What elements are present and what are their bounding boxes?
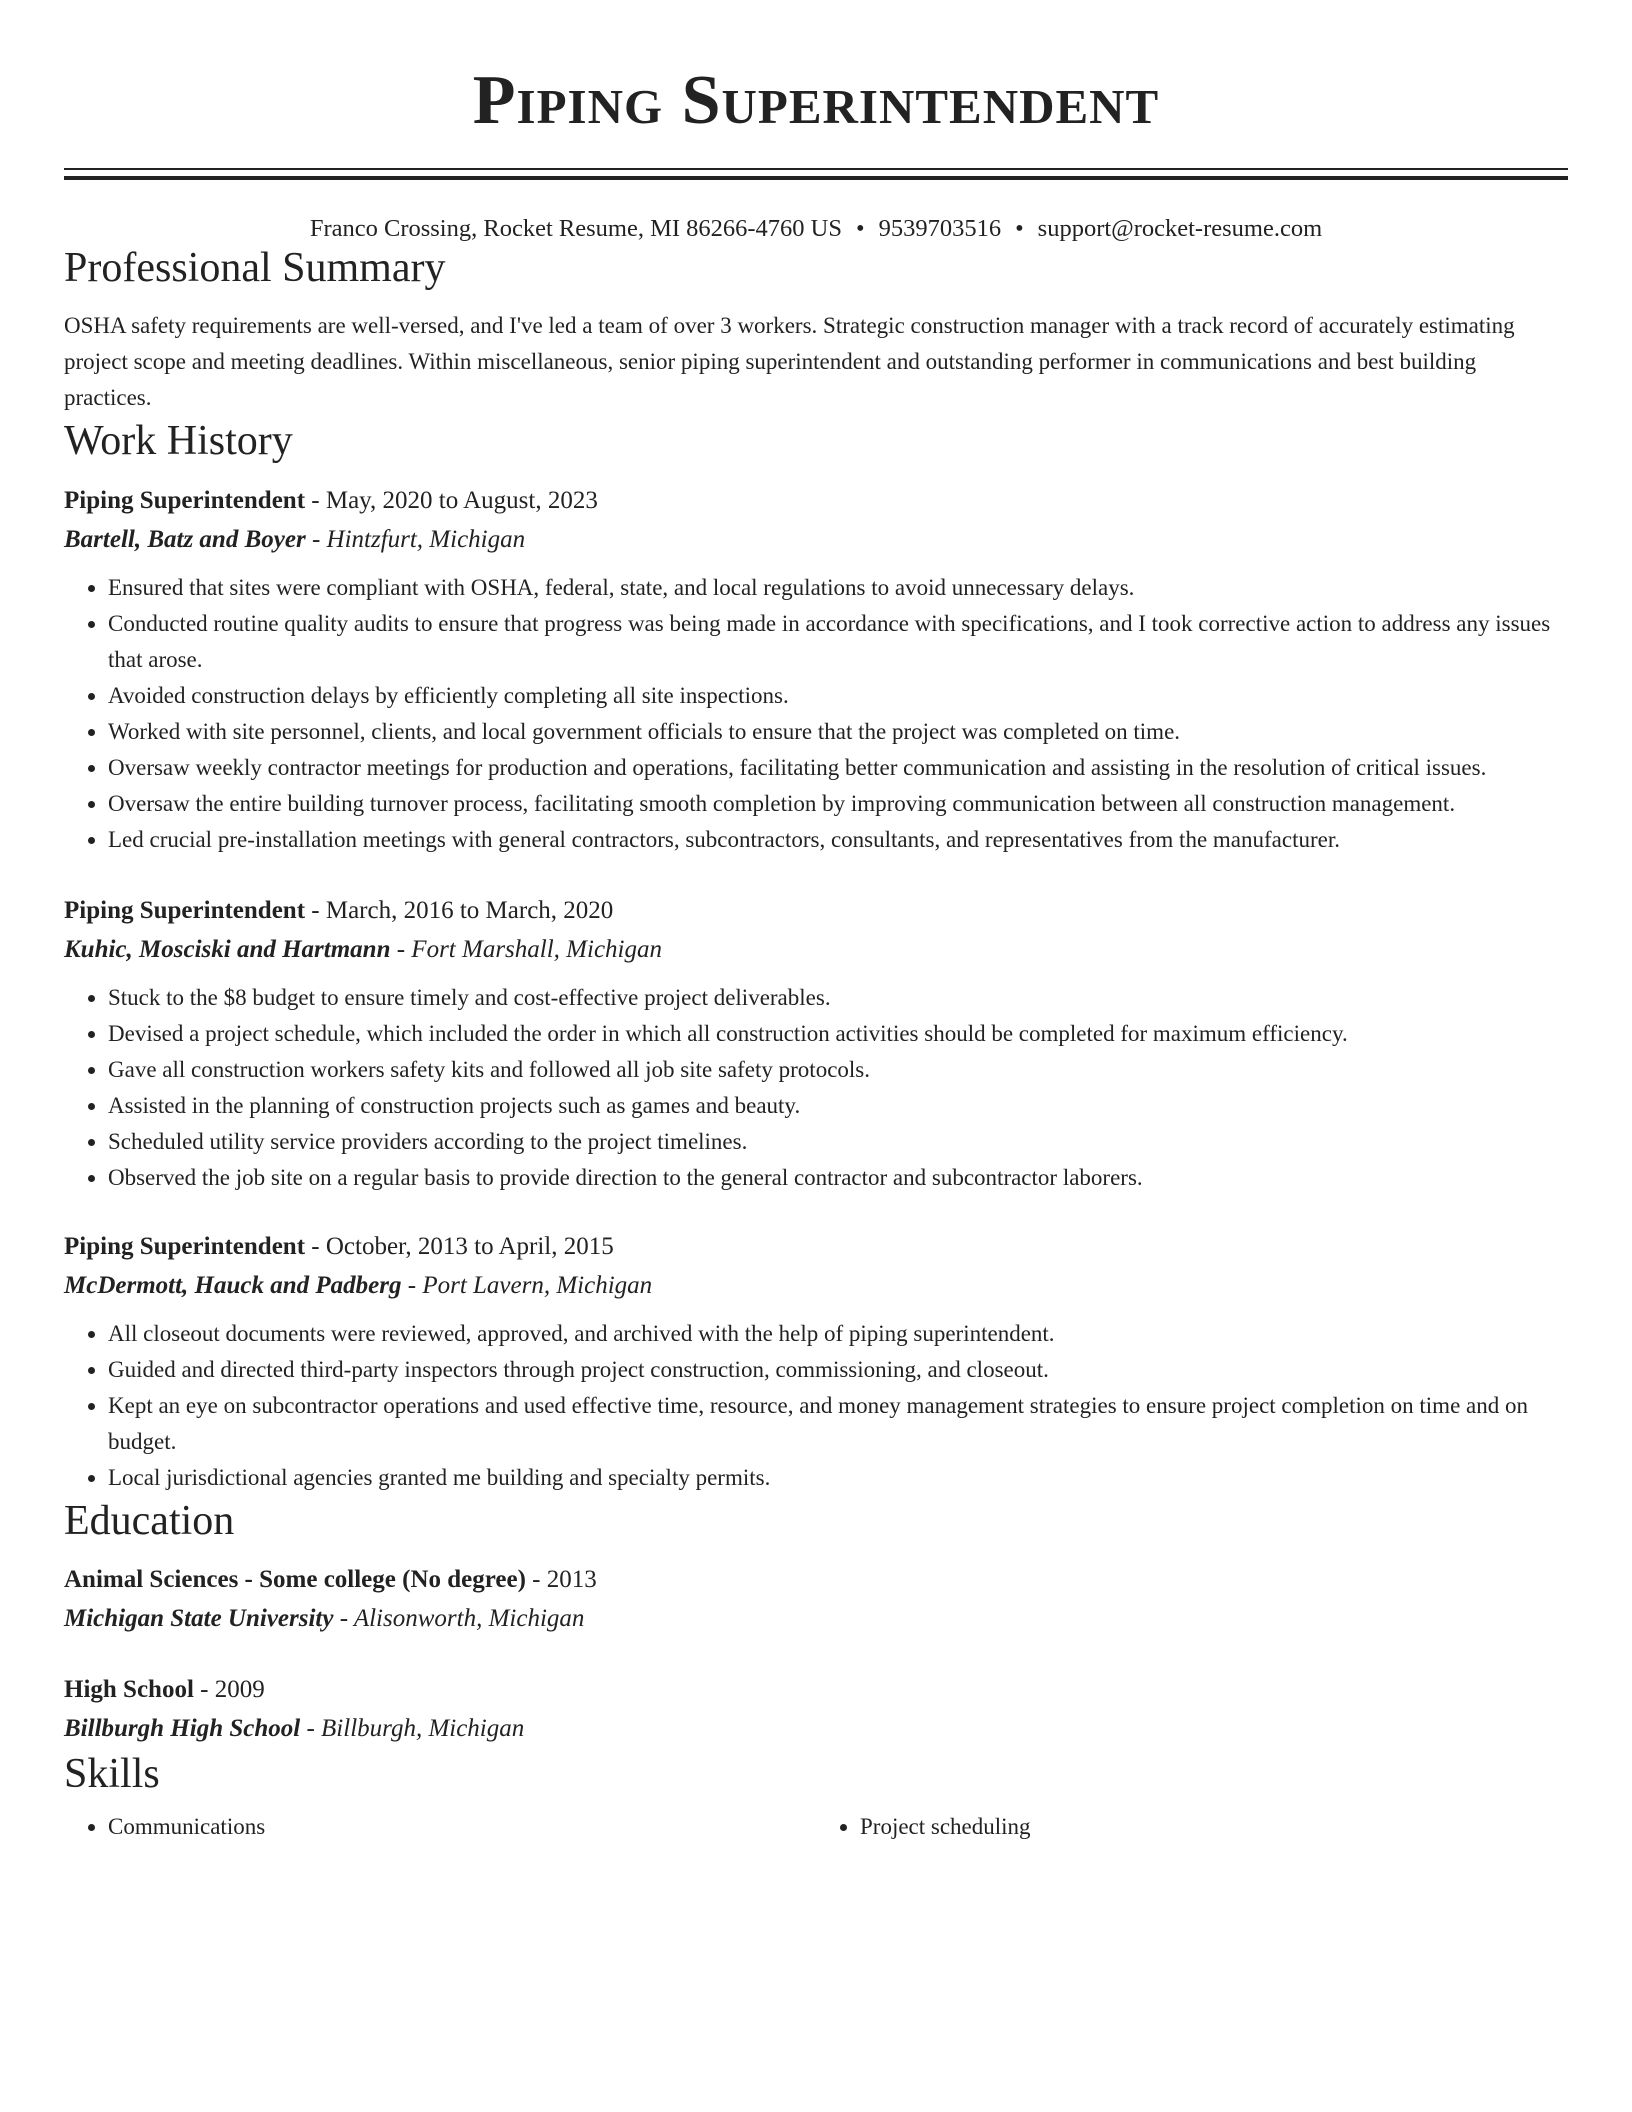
summary-text: OSHA safety requirements are well-versed, and I've led a team of over 3 workers. Strategic construction manager with a track record of accurately estimating project scope and meeting deadlines. Within miscellaneous, senior piping superintendent and outstanding performer in communications and best building practices.: [64, 312, 1515, 410]
education-location: - Alisonworth, Michigan: [333, 1604, 585, 1632]
job-bullet: • Stuck to the $8 budget to ensure timely and cost-effective project deliverables.: [108, 980, 1568, 1016]
job-bullets: [64, 980, 1568, 1196]
skill-item: • Communications: [108, 1809, 816, 1845]
education-degree: Animal Sciences - Some college (No degree): [64, 1565, 526, 1593]
contact-line: [64, 214, 1568, 243]
job-company-line: [64, 930, 1568, 970]
contact-email: support@rocket-resume.com: [1037, 215, 1323, 242]
job-bullet: • Ensured that sites were compliant with OSHA, federal, state, and local regulations to avoid unnecessary delays.: [108, 570, 1568, 606]
job-bullet: • Guided and directed third-party inspectors through project construction, commissioning, and closeout.: [108, 1352, 1568, 1388]
education-degree: High School: [64, 1675, 194, 1703]
summary-heading: Professional Summary: [64, 245, 446, 292]
education-year: - 2013: [525, 1565, 597, 1593]
job-company: Kuhic, Mosciski and Hartmann: [64, 936, 391, 964]
job-dates: - May, 2020 to August, 2023: [305, 487, 598, 515]
job-location: - Fort Marshall, Michigan: [390, 936, 662, 964]
skills-heading: Skills: [64, 1750, 160, 1797]
job-title: Piping Superintendent: [64, 897, 306, 925]
education-entry: [64, 1671, 1568, 1749]
education-year: - 2009: [193, 1675, 265, 1703]
job-title: Piping Superintendent: [64, 487, 306, 515]
job-entry: [64, 892, 1568, 1196]
skill-item: • Project scheduling: [860, 1809, 1568, 1845]
work-history-heading: Work History: [64, 417, 293, 464]
education-school-line: [64, 1709, 1568, 1749]
job-dates: - March, 2016 to March, 2020: [305, 897, 614, 925]
education-heading: Education: [64, 1498, 235, 1545]
job-bullet: • Oversaw weekly contractor meetings for production and operations, facilitating better communication and assisting in the resolution of critical issues.: [108, 750, 1568, 786]
job-entry: [64, 1228, 1568, 1496]
job-bullet: • Gave all construction workers safety kits and followed all job site safety protocols.: [108, 1052, 1568, 1088]
education-school-line: [64, 1599, 1568, 1639]
job-bullet: • Led crucial pre-installation meetings with general contractors, subcontractors, consultants, and representatives from the manufacturer.: [108, 822, 1568, 858]
job-title-line: [64, 892, 1568, 930]
education-school: Michigan State University: [64, 1604, 334, 1632]
education-entry: [64, 1561, 1568, 1639]
job-bullet: • Scheduled utility service providers according to the project timelines.: [108, 1124, 1568, 1160]
job-title-line: [64, 482, 1568, 520]
job-bullets: [64, 570, 1568, 858]
contact-separator: •: [1015, 215, 1024, 242]
job-location: - Hintzfurt, Michigan: [305, 526, 526, 554]
job-bullet: • Kept an eye on subcontractor operations and used effective time, resource, and money management strategies to ensure project completion on time and on budget.: [108, 1388, 1568, 1460]
skills-column: [64, 1809, 816, 1845]
job-company: Bartell, Batz and Boyer: [64, 526, 306, 554]
job-bullet: • Conducted routine quality audits to ensure that progress was being made in accordance with specifications, and I took corrective action to address any issues that arose.: [108, 606, 1568, 678]
job-bullet: • All closeout documents were reviewed, approved, and archived with the help of piping superintendent.: [108, 1316, 1568, 1352]
job-company-line: [64, 520, 1568, 560]
job-title-line: [64, 1228, 1568, 1266]
education-location: - Billburgh, Michigan: [300, 1714, 525, 1742]
job-location: - Port Lavern, Michigan: [401, 1272, 653, 1300]
education-degree-line: [64, 1561, 1568, 1599]
education-degree-line: [64, 1671, 1568, 1709]
job-entry: [64, 482, 1568, 858]
job-bullet: • Local jurisdictional agencies granted me building and specialty permits.: [108, 1460, 1568, 1496]
job-bullet: • Observed the job site on a regular basis to provide direction to the general contractor and subcontractor laborers.: [108, 1160, 1568, 1196]
contact-phone: 9539703516: [878, 215, 1002, 242]
skills-column: [816, 1809, 1568, 1845]
job-bullet: • Avoided construction delays by efficiently completing all site inspections.: [108, 678, 1568, 714]
job-bullet: • Devised a project schedule, which included the order in which all construction activities should be completed for maximum efficiency.: [108, 1016, 1568, 1052]
title-divider: [64, 168, 1568, 180]
job-bullet: • Assisted in the planning of construction projects such as games and beauty.: [108, 1088, 1568, 1124]
education-school: Billburgh High School: [64, 1714, 301, 1742]
job-title: Piping Superintendent: [64, 1233, 306, 1261]
job-bullet: • Oversaw the entire building turnover process, facilitating smooth completion by improving communication between all construction management.: [108, 786, 1568, 822]
job-bullet: • Worked with site personnel, clients, and local government officials to ensure that the project was completed on time.: [108, 714, 1568, 750]
skills-grid: [64, 1809, 1568, 1845]
job-company-line: [64, 1266, 1568, 1306]
job-company: McDermott, Hauck and Padberg: [64, 1272, 402, 1300]
contact-separator: •: [856, 215, 865, 242]
resume-title: Piping Superintendent: [472, 62, 1160, 139]
job-dates: - October, 2013 to April, 2015: [305, 1233, 614, 1261]
contact-address: Franco Crossing, Rocket Resume, MI 86266-4760 US: [309, 215, 842, 242]
job-bullets: [64, 1316, 1568, 1496]
